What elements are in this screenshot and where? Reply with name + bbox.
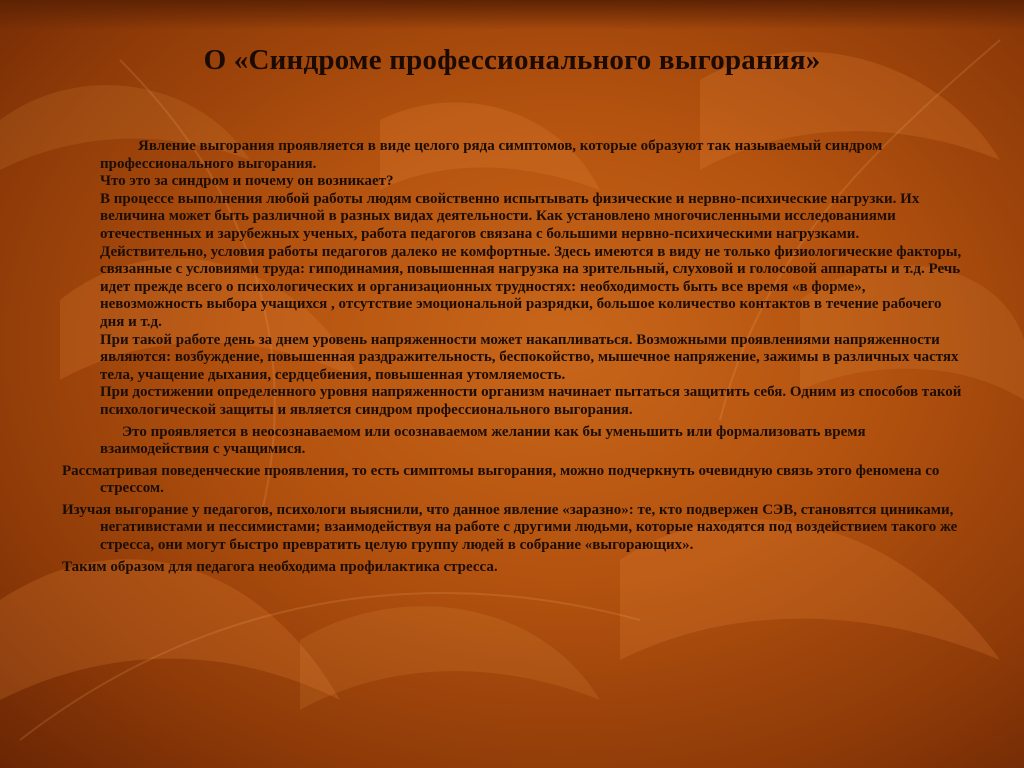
paragraph-workload: В процессе выполнения любой работы людям свойственно испытывать физические и нервно-психические нагрузки. Их величина может быть различной в разных видах деятельности. Как установлено многочисленными исследованиями отечественных и зарубежных ученых, работа педагогов связана с большими нервно-психическими нагрузками. — [100, 190, 920, 242]
paragraph-question: Что это за синдром и почему он возникает? — [100, 173, 394, 190]
slide-title: О «Синдроме профессионального выгорания» — [203, 44, 821, 76]
paragraph-protection: При достижении определенного уровня напряженности организм начинает пытаться защитить себя. Одним из способов такой психологической защиты и является синдром профессионального выгорания. — [100, 384, 962, 418]
paragraph-behavior: Рассматривая поведенческие проявления, то есть симптомы выгорания, можно подчеркнуть очевидную связь этого феномена со стрессом. — [62, 462, 940, 497]
paragraph-conditions: Действительно, условия работы педагогов далеко не комфортные. Здесь имеются в виду не только физиологические факторы, связанные с условиями труда: гиподинамия, повышенная нагрузка на зрительный, слуховой и голосовой аппараты и т.д. Речь идет прежде всего о психологических и организационных трудностях: необходимость быть все время «в форме», невозможность выбора учащихся , отсутствие эмоциональной разрядки, большое количество контактов в течение рабочего дня и т.д. — [100, 243, 962, 330]
top-shadow-band — [0, 0, 1024, 30]
slide-body — [62, 138, 962, 576]
paragraph-tension: При такой работе день за днем уровень напряженности может накапливаться. Возможными проявлениями напряженности являются: возбуждение, повышенная раздражительность, беспокойство, мышечное напряжение, зажимы в различных частях тела, учащение дыхания, сердцебиения, повышенная утомляемость. — [100, 331, 959, 383]
paragraph-conclusion: Таким образом для педагога необходима профилактика стресса. — [62, 558, 498, 575]
paragraph-intro: Явление выгорания проявляется в виде целого ряда симптомов, которые образуют так называемый синдром профессионального выгорания. — [100, 138, 883, 172]
paragraph-contagion: Изучая выгорание у педагогов, психологи выяснили, что данное явление «заразно»: те, кто подвержен СЭВ, становятся циниками, негативистами и пессимистами; взаимодействуя на работе с другими людьми, которые находятся под воздействием такого же стресса, они могут быстро превратить целую группу людей в собрание «выгорающих». — [62, 501, 958, 554]
paragraph-manifestation: Это проявляется в неосознаваемом или осознаваемом желании как бы уменьшить или формализовать время взаимодействия с учащимися. — [100, 423, 866, 458]
